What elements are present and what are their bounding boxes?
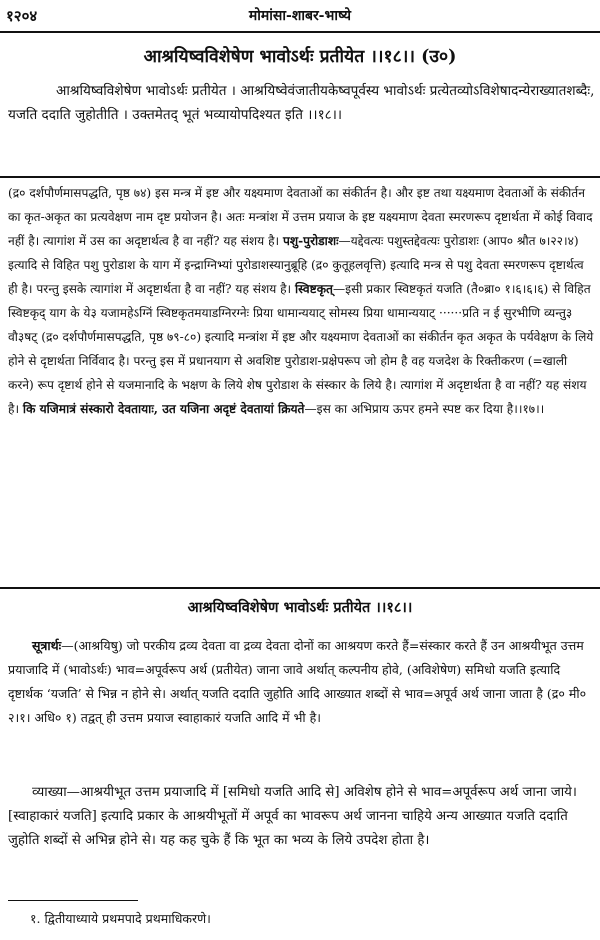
page-number: १२०४ [6,7,38,25]
commentary-quote: कि यजिमात्रं संस्कारो देवतायाः, उत यजिना अदृष्टं देवतायां क्रियते [22,402,305,417]
sutra-heading-2: आश्रयिष्वविशेषेण भावोऽर्थः प्रतीयेत ।।१८।। [187,599,413,616]
bhashya-paragraph: आश्रयिष्वविशेषेण भावोऽर्थः प्रतीयेत । आश्रयिष्वेवंजातीयकेष्वपूर्वस्य भावोऽर्थः प्रत्येतव्योऽविशेषादन्येराख्यातशब्दैः, यजति ददाति जुहोतीति । उक्तमेतद् भूतं भव्यायोपदिश्यत इति ।।१८।। [8,83,595,123]
commentary-text-2: —यद्देवत्यः पशुस्तद्देवत्यः पुरोडाशः (आप० श्रौत ७।२२।४) इत्यादि से विहित पशु पुरोडाश के याग में इन्द्राग्निभ्यां पुरोडाशस्यानुब्रूहि (द्र० कुतूहलवृत्ति) इत्यादि मन्त्र से पशु देवता स्मरणरूप दृष्टार्थत्व ही है। परन्तु इसके त्यागांश में अदृष्टार्थता है वा नहीं? यह संशय है। [8,234,584,297]
vyakhya-text: —आश्रयीभूत उत्तम प्रयाजादि में [समिधो यजति आदि से] अविशेष होने से भाव=अपूर्वरूप अर्थ जाना जाये। [स्वाहाकारं यजति] इत्यादि प्रकार के आश्रयीभूतों में अपूर्व का भावरूप अर्थ जानना चाहिये अन्य आख्यात यजति ददाति जुहोति शब्दों से अभिन्न होने से। यह कह चुके हैं कि भूत का भव्य के लिये उपदेश होता है। [8,785,577,848]
footnote: १. द्वितीयाध्याये प्रथमपादे प्रथमाधिकरणे। [30,911,211,926]
page-header [0,6,600,28]
vyakhya-paragraph [8,781,596,853]
sutrartha-block [8,634,596,730]
vyakhya-label: व्याख्या [32,785,67,800]
commentary-text-3: —इसी प्रकार स्विष्टकृतं यजति (तै०ब्रा० १।६।६।६) से विहित स्विष्टकृद् याग के ये३ यजामहेऽग्निं स्विष्टकृतमयाडग्निरग्नेः प्रिया धामान्ययाट् सोमस्य प्रिया धामान्ययाट् ······प्रति न ई सुरभीणि व्यन्तु३ वौ३षट् (द्र० दर्शपौर्णमासपद्धति, पृष्ठ ७९-८०) इत्यादि मन्त्रांश में इष्ट और यक्ष्यमाण देवताओं का संकीर्तन कृत अकृत के पर्यवेक्षण के लिये होने से दृष्टार्थता निर्विवाद है। परन्तु इस में प्रधानयाग से अवशिष्ट पुरोडाश-प्रक्षेपरूप जो होम है वह यजदेश के रिक्तीकरण (=खाली करने) रूप दृष्टार्थ होने से यजमानादि के भक्षण के लिये शेष पुरोडाश के संस्कार के लिये है। त्यागांश में अदृष्टार्थता है वा नहीं? यह संशय है। [8,282,594,417]
section-rule-bottom [0,587,600,589]
sutra-heading: आश्रयिष्वविशेषेण भावोऽर्थः प्रतीयेत ।।१८।। (उ०) [143,47,457,67]
svishtakrt-label: स्विष्टकृत् [295,282,333,297]
commentary-block [8,181,596,421]
sutrartha-paragraph [8,634,596,730]
bhashya-text [8,79,596,127]
running-title: मोमांसा-शाबर-भाष्ये [248,8,352,24]
sutrartha-text: —(आश्रयिषु) जो परकीय द्रव्य देवता वा द्रव्य देवता दोनों का आश्रयण करते हैं=संस्कार करते हैं उन आश्रयीभूत उत्तम प्रयाजादि में (भावोऽर्थः) भाव=अपूर्वरूप अर्थ (प्रतीयेत) जाना जावे अर्थात् कल्पनीय होवे, (अविशेषेण) समिधो यजति इत्यादि दृष्टार्थक ‘यजति’ से भिन्न न होने से। अर्थात् यजति ददाति जुहोति आदि आख्यात शब्दों से भाव=अपूर्व अर्थ जाना जाता है (द्र० मी० २।१। अधि० १) तद्वत् ही उत्तम प्रयाज स्वाहाकारं यजति आदि में भी है। [8,638,587,725]
commentary-text-1: (द्र० दर्शपौर्णमासपद्धति, पृष्ठ ७४) इस मन्त्र में इष्ट और यक्ष्यमाण देवताओं का संकीर्तन है। और इष्ट तथा यक्ष्यमाण देवताओं के संकीर्तन का कृत-अकृत का प्रत्यवेक्षण नाम दृष्ट प्रयोजन है। अतः मन्त्रांश में उत्तम प्रयाज के इष्ट यक्ष्यमाण देवता स्मरणरूप दृष्टार्थता में कोई विवाद नहीं है। त्यागांश में उस का अदृष्टार्थत्व है वा नहीं? यह संशय है। [8,186,593,249]
pashu-purodasha-label: पशु-पुरोडाशः [282,234,339,249]
commentary-paragraph [8,181,596,421]
section-rule-top [0,176,600,178]
sutrartha-label: सूत्रार्थः [32,638,62,653]
footnote-rule [8,900,138,901]
vyakhya-block [8,781,596,853]
commentary-text-4: —इस का अभिप्राय ऊपर हमने स्पष्ट कर दिया है।।१७।। [304,402,545,417]
header-rule [0,31,600,33]
